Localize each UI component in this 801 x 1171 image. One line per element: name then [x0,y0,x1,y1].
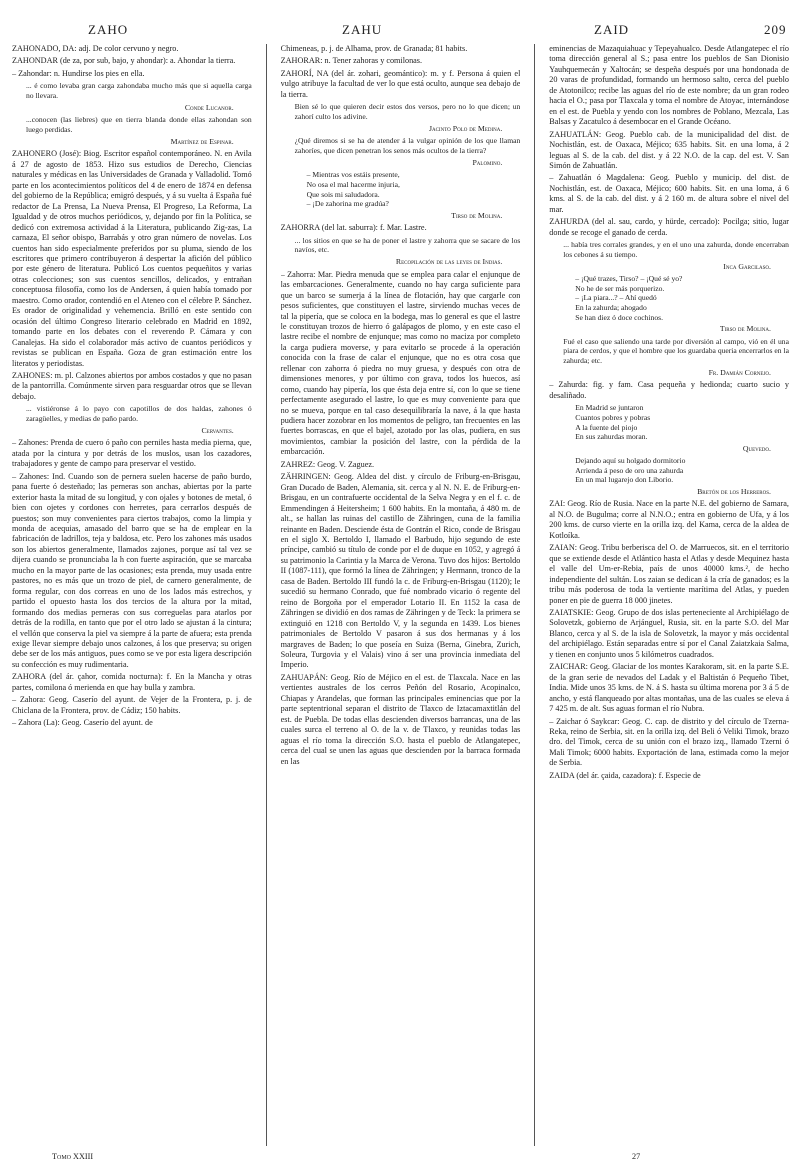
quote-source: Martínez de Espinar. [170,137,234,146]
page-number: 209 [764,22,787,37]
quote-source: Quevedo. [742,443,771,453]
quote-source: Jacinto Polo de Medina. [428,123,503,133]
header-right-guideword: ZAID [594,22,630,37]
entry-zai: ZAI: Geog. Río de Rusia. Nace en la parte N.E. del gobierno de Samara, al N.O. de Bugulma; corre al N.N.O.; entra en gobierno de Ufa, y á los 200 kms. de curso vierte en la orilla izq. del Kama, cerca de la aldea de Kotloíka. [549,499,789,540]
entry-zahorar: ZAHORAR: n. Tener zahoras y comilonas. [280,56,423,66]
quote-source: Conde Lucanor. [184,102,234,112]
entry-zahones: ZAHONES: m. pl. Calzones abiertos por ambos costados y que no pasan de la pantorrilla. Comúnmente sirven para resguardar otros que se llevan debajo. [12,370,252,401]
entry-zahora-la: – Zahora (La): Geog. Caserío del ayunt. de [12,718,153,728]
column-divider [534,44,535,1146]
quote-source: Tirso de Molina. [719,324,771,334]
quote-source: Cervantes. [201,425,234,435]
entry-zahonero: ZAHONERO (José): Biog. Escritor español contemporáneo. N. en Avila á 27 de agosto de 1853. Hizo sus estudios de Derecho, Ciencias naturales y médicas en las Universidades de Granada y Valladolid. Tomó parte en los acontecimientos políticos del 4 de enero de 1874 en defensa del gobierno de la República; emigró después, y á su vuelta á España fué redactor de La Prensa, La Nueva Prensa, El Progreso, La Reforma, La Igualdad y de otros muchos periódicos, y, dejando por fin la Política, se dedicó con extremosa actividad á la Literatura, publicando Zig-zas, La carnaza, El señor obispo, Barrabás y otro gran número de novelas. Los cuentos han sido especialmente preferidos por su pluma, siendo de los escritores que primero contribuyeron á despertar la afición del público por este género de literatura. Publicó Los cuentos pequeñitos y varias otras colecciones; son sus cuentos sencillos, delicados, y entrañan conceptuosa filosofía, como los de Andersen, á quien había tomado por maestro. Como orador, contendió en el Ateneo con el célebre P. Sánchez. Es orador de originalidad y vehemencia. Brilló en este sentido con ocasión del último Congreso literario celebrado en Madrid en 1892, tomando parte en los debates con el reverendo P. Cámara y con Canalejas. Ha sido el colaborador más activo de cuantos periódicos y revistas se publican en España. Goza de gran estimación entre los literatos y periodistas. [12,149,252,368]
page-header [12,12,789,44]
entry-zahuatlan: ZAHUATLÁN: Geog. Pueblo cab. de la municipalidad del dist. de Nochistlán, est. de Oaxaca, Méjico; 635 habits. Sit. en una loma, á 2 leguas al S. de la cab. del dist. y á 22 N.O. de la cap. del est. V. San Simón de Zahuatlán. [549,129,789,170]
entry-zahuapan: ZAHUAPÁN: Geog. Río de Méjico en el est. de Tlaxcala. Nace en las vertientes australes de los cerros Peñón del Rosario, Acopinalco, Chiapas y Arandelas, que forman las principales eminencias que por la parte septentrional separan el distrito de Tlaxco de Iztacamaxtitlán del est. de Puebla. De todas ellas descienden diversos barrancas, una de las cuales surca el terreno al O. de la v. de Tlaxco, y reunidas todas las aguas el río toma la dirección S.O. hasta el pueblo de Atlangatepec, cerca del cual se unen las aguas que descienden por la barraca formada en las [280,672,521,766]
quote: Fué el caso que saliendo una tarde por diversión al campo, vió en él una piara de cerdos, y que el hombre que los guardaba queria encerrarlos en la zahurda; etc. [563,336,789,366]
entry-zahringen: ZÄHRINGEN: Geog. Aldea del dist. y círculo de Friburg-en-Brisgau, Gran Ducado de Baden, Alemania, sit. cerca y al N. N. E. de Friburg-en-Brisgau, en un contrafuerte occidental de la Selva Negra y en el f. c. de Emmendingen á Heitersheim; 1 600 habits. En la montaña, á 480 m. de alt., se hallan las ruinas del castillo de Zähringen, cuna de la familia reinante en Baden. Desciende ésta de Gontrán el Rico, conde de Brisgau en el siglo X. Bertoldo I, llamado el Barbudo, hijo segundo de este príncipe, cambió su título de conde por el de duque en 1052, y agregó á su patrimonio la Carintia y la Marca de Verona. Tuvo dos hijos: Bertoldo II (1087-111), que formó la línea de Zähringen; y Hermann, tronco de la casa de Baden. Bertoldo III fundó la c. de Friburg-en-Brisgau (1120); le sucedió su hermano Conrado, que fué nombrado vicario ó regente del reino de Borgoña por el emperador Lotario II. En 1152 la casa de Zähringen se dividió en dos ramas de Zähringen y de Teck: la primera se extinguió en 1218 con Bertoldo V, y la segunda en 1439. Los bienes patrimoniales de Bertoldo V pasaron á sus dos hermanas y á los margraves de Baden; lo que poseía en Suiza (Berna, Ginebra, Zurich, Soleura, Turgovia y el Valais) vino á ser una provincia inmediata del Imperio. [280,472,521,670]
entry-zahora: ZAHORA (del ár. çahor, comida nocturna): f. En la Mancha y otras partes, comilona ó merienda en que hay bulla y zambra. [12,672,252,692]
column-divider [266,44,267,1146]
entry-zaichar-serbia: – Zaichar ó Saykcar: Geog. C. cap. de distrito y del círculo de Tzerna-Reka, reino de Serbia, sit. en la orilla izq. del Beli ó Veliki Timok, brazo dro. del Timok, cerca de su unión con el brazo izq., llamado Tzerni ó Mali Timok; 6000 habits. Exportación de lana, estimada como la mejor de Serbia. [549,716,789,768]
quote-source: Recopilación de las leyes de Indias. [395,257,503,267]
entry-zaida: ZAIDA (del ár. çaida, cazadora): f. Especie de [549,770,701,780]
quote: ... vistiéronse á lo payo con capotillos de dos haldas, zahones ó zaragüelles, y medias de paño pardo. [26,404,252,424]
quote: ...conocen (las liebres) que en tierra blanda donde ellas zahondan son luego perdidas. [26,115,252,135]
entry-zahones-ind: – Zahones: Ind. Cuando son de pernera suelen hacerse de paño burdo, pana fuerte ó desteñado; las perneras son anchas, abiertas por la parte exterior hasta la mitad de su longitud, y con ojales y botones de metal, ó bien con ojetes y cordones con herretes, para cerrarlos después de puestos; son muy convenientes para ciertos trabajos, como la limpia y monda de acequias, amasado del barro que se ha de emplear en la fabricación de ladrillos, teja y baldosa, etc. Pero los zahones más usados son los abiertos generalmente, llamados zajones, porque así tal vez se dijera cuando se pronunciaba la h con fuerte aspiración, que se marcaba mucho en la mayor parte de las ocasiones; esta prenda, muy usada entre pastores, no es más que un trozo de piel, de carnero generalmente, de forma regular, con dos correas en uno de los lados más estrechos, y partido el opuesto hasta los dos tercios de la altura por la mitad, formando dos medias perneras con sus correguelas para atarlos por detrás de la rodilla, en tanto que por el otro lado se ajustan á la cintura; el vellón que conserva la piel va siempre á la parte de afuera; esta prenda exige llevar siempre debajo unos calzones, á los que preserva; su origen debe ser de los más antiguos, pues como se ve por esta ligera descripción su confección es muy rudimentaria. [12,471,252,669]
entry-zahuatlan-magdalena: – Zahuatlán ó Magdalena: Geog. Pueblo y municip. del dist. de Nochistlán, est. de Oaxaca, Méjico; 600 habits. Sit. en una loma, á 6 kms. al S. de la cab. del dist. y á 2 160 m. de altura sobre el nivel del mar. [549,173,789,214]
entry-zahorra: ZAHORRA (del lat. saburra): f. Mar. Lastre. [280,223,427,233]
entry-zahorra-mar: – Zahorra: Mar. Piedra menuda que se emplea para calar el enjunque de las embarcaciones. Generalmente, cuando no hay carga suficiente para que un barco se sumerja á la línea de flotación, hay que cargarle con pesos suficientes, que constituyen el lastre, sirviendo muchas veces de tal la pipería, que se coloca en la bodega, mas lo general es que el lastre le constituyan trozos de hierro ó galápagos de plomo, y en este caso el lastre recibe el nombre de enjunque; mas como no maciza por completo la carga pudiera moverse, y para evitarlo se procede á la operación conocida con la frase de calar el enjunque, que no es otra cosa que rellenar con zahorra ó piedra no muy gruesa, y después con otra de dimensiones menores, y por último con grava, todos los huecos, así como, cuando hay pipería, los que ésta deja entre sí, con lo que se tiene perfectamente asegurado el lastre, lo que es muy conveniente para que no se mueva, porque en tal caso desequilibraría la nave, á la que hasta pudiera hacer zozobrar en los momentos de peligro, tan frecuentes en las fuertes borrascas, en que el bajel, azotado por las olas, pudiera, en sus movimientos, cambiar la posición del lastre, con la pérdida de la embarcación. [280,269,521,457]
entry-zahondar: ZAHONDAR (de za, por sub, bajo, y ahondar): a. Ahondar la tierra. [12,56,236,66]
column-2 [281,44,521,1146]
entry-zaichar: ZAICHAR: Geog. Glaciar de los montes Karakoram, sit. en la parte S.E. de la gran serie de nevados del Ladak y el Baltistán ó Pequeño Tibet, India. Mide unos 35 kms. de N. á S. hasta su última morena por 3 á 5 de ancho, y está flanqueado por altas montañas, una de las cuales se eleva á 7 425 m. de alt. Sus aguas forman el río Nubra. [549,662,789,714]
entry-zahurda-fig: – Zahurda: fig. y fam. Casa pequeña y hedionda; cuarto sucio y desaliñado. [549,380,789,400]
column-1 [12,44,252,1146]
verse-quote: Dejando aquí su holgado dormitorio Arrienda á peso de oro una zahurda En un mal lugarejo don Liborio. [575,456,686,485]
header-left-guideword: ZAHO [88,22,129,37]
entry-zahori: ZAHORÍ, NA (del ár. zohari, geomántico): m. y f. Persona á quien el vulgo atribuye la facultad de ver lo que está oculto, aunque sea debajo de la tierra. [280,68,521,99]
entry-zaiatskie: ZAIATSKIE: Geog. Grupo de dos islas perteneciente al Archipiélago de Solovetzk, gobierno de Arjánguel, Rusia, sit. en la parte S.O. del Mar Blanco, cerca y al S. de la isla de Solovetzk, la mayor y más occidental del archipiélago. Están separadas entre sí por el Canal Zaiatzkaia Salma, y tienen en conjunto unos 5 kilómetros cuadrados. [549,607,789,659]
entry-zahrez: ZAHREZ: Geog. V. Zaguez. [280,459,375,469]
quote: ... é como levaba gran carga zahondaba mucho más que si aquella carga no llevara. [26,81,252,101]
header-center-guideword: ZAHU [342,22,383,37]
quote: ... los sitios en que se ha de poner el lastre y zahorra que se sacare de los navíos, etc. [294,235,521,255]
entry-zahones-2: – Zahones: Prenda de cuero ó paño con perniles hasta media pierna, que, atada por la cintura y por detrás de los muslos, usan los cazadores, trabajadores y gente de campo para preservar el vestido. [12,438,252,469]
entry-zahora-geog: – Zahora: Geog. Caserío del ayunt. de Vejer de la Frontera, p. j. de Chiclana de la Frontera, prov. de Cádiz; 150 habits. [12,695,252,715]
verse-quote: – Mientras vos estáis presente, No osa el mal hacerme injuria, Que sois mi saludadora. – ¡De zahorina me gradúa? [306,170,400,209]
quote: ¿Qué diremos si se ha de atender á la vulgar opinión de los que llaman zahoríes, que dicen penetran los senos más ocultos de la tierra? [294,136,521,156]
entry-zahurda: ZAHURDA (del al. sau, cardo, y hürde, cercado): Pocilga; sitio, lugar donde se recoge el ganado de cerda. [549,217,789,237]
verse-quote: – ¡Qué trazes, Tirso? – ¡Qué sé yo? No he de ser más porquerizo. – ¡La piara...? – Ahí quedó En la zahurda; ahogado Se han diez ó doce cochinos. [575,274,683,322]
quote: ... había tres corrales grandes, y en el uno una zahurda, donde encerraban los cebones á su tiempo. [563,240,789,259]
entry-zahuapan-cont: eminencias de Mazaquiahuac y Tepeyahualco. Desde Atlangatepec el río toma dirección general al S.; pasa entre los pueblos de San Dionisio Yauhquemecán y Xaltocán; se despeña después por una hondonada de 20 varas de profundidad, formando un hermoso salto, cerca del pueblo de Atotonilco; recibe las aguas del río de este nombre; da un gran rodeo hacia el O.; pasa por Tlaxcala y toma el nombre de Atoyac, internándose en el est. de Puebla y yendo con los nombres de Poblano, Mezcala, Las Balsas y Zacatulco á desembocar en el Grande Océano. [549,44,789,127]
quote-source: Tirso de Molina. [451,210,503,220]
quote-source: Bretón de los Herreros. [697,486,771,496]
quote-source: Fr. Damián Cornejo. [708,368,771,378]
signature-mark: 27 [632,1152,641,1161]
entry-zahondar-n: – Zahondar: n. Hundirse los pies en ella. [12,68,145,78]
verse-quote: En Madrid se juntaron Cuantos pobres y pobras A la fuente del piojo En sus zahurdas moran. [575,403,651,442]
entry-zaian: ZAIAN: Geog. Tribu berberisca del O. de Marruecos, sit. en el territorio que se extiende desde el Atlántico hasta el Atlas y desde Mequinez hasta el valle del Um-er-Rebia, país de unos 40000 kms.², de hecho independiente del sultán. Los zaian se dedican á la cría de ganados; es la tribu más poderosa de toda la vertiente marítima del Atlas, y pueden poner en pie de guerra 18 000 jinetes. [549,543,789,605]
entry-zahonado: ZAHONADO, DA: adj. De color cervuno y negro. [12,44,179,53]
entry-zahora-cont: Chimeneas, p. j. de Alhama, prov. de Granada; 81 habits. [280,44,468,53]
quote: Bien sé lo que quieren decir estos dos versos, pero no lo que dicen; un zahorí culto los adivine. [294,102,521,122]
volume-label: Tomo XXIII [52,1152,94,1161]
text-columns [12,44,789,1146]
quote-source: Inca Garcilaso. [723,261,771,271]
column-3 [549,44,789,1146]
quote-source: Palomino. [472,157,503,167]
